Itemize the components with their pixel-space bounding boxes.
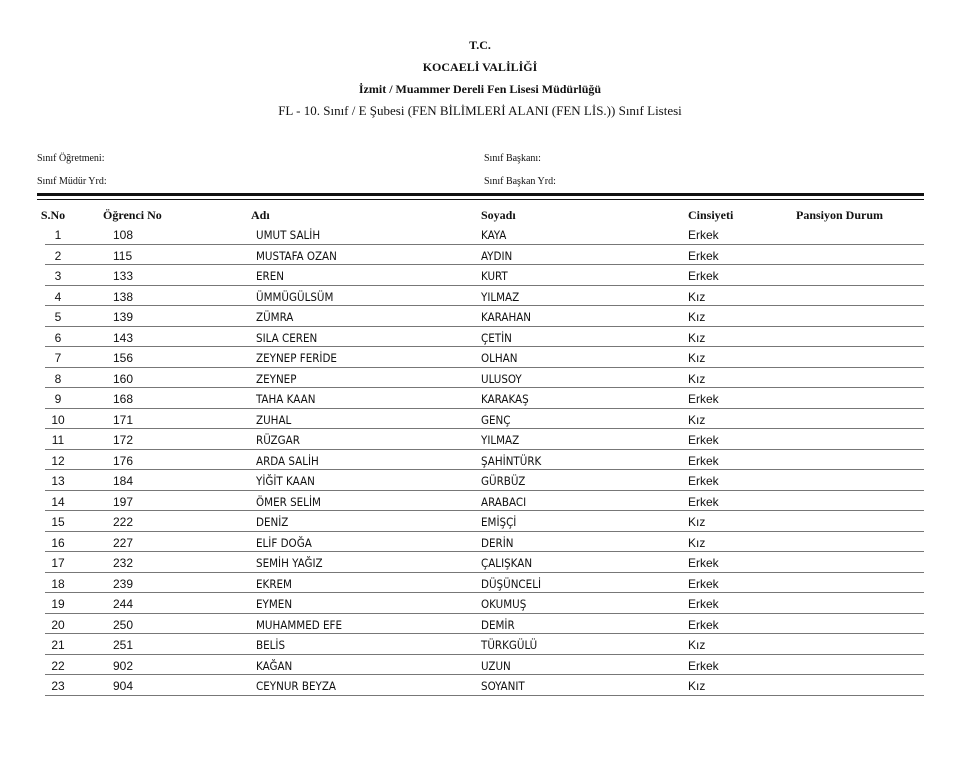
name-cell: MUHAMMED EFE — [256, 617, 343, 632]
table-row — [0, 450, 960, 471]
surname-cell: ULUSOY — [481, 371, 522, 386]
gender-cell: Erkek — [688, 453, 719, 468]
col-sno-header: S.No — [40, 208, 66, 222]
student-no-cell: 227 — [113, 535, 134, 550]
sno-cell: 4 — [54, 289, 62, 304]
divider-thick — [37, 193, 924, 196]
gender-cell: Kız — [688, 535, 706, 550]
surname-cell: YILMAZ — [481, 289, 520, 304]
name-cell: EKREM — [256, 576, 292, 591]
surname-cell: GENÇ — [481, 412, 511, 427]
student-no-cell: 251 — [113, 638, 134, 652]
sno-cell: 22 — [51, 658, 65, 673]
sno-cell: 19 — [51, 597, 65, 611]
gender-cell: Kız — [688, 679, 706, 693]
table-row — [0, 388, 960, 409]
student-no-cell: 902 — [113, 658, 134, 673]
name-cell: MUSTAFA OZAN — [256, 248, 337, 263]
name-cell: KAĞAN — [256, 658, 293, 673]
sno-cell: 21 — [51, 638, 65, 652]
student-no-cell: 138 — [113, 289, 134, 304]
student-no-cell: 172 — [113, 433, 134, 447]
table-row — [0, 470, 960, 491]
table-row — [0, 675, 960, 696]
name-cell: ZEYNEP FERİDE — [256, 351, 337, 365]
gender-cell: Kız — [688, 310, 706, 324]
col-name-header: Adı — [251, 208, 270, 222]
surname-cell: OLHAN — [481, 351, 518, 365]
surname-cell: SOYANIT — [481, 679, 525, 693]
student-no-cell: 171 — [113, 412, 134, 427]
table-row — [0, 286, 960, 307]
surname-cell: DERİN — [481, 535, 514, 550]
sno-cell: 18 — [51, 576, 65, 591]
surname-cell: ARABACI — [481, 494, 527, 509]
surname-cell: DEMİR — [481, 617, 515, 632]
header-governorship: KOCAELİ VALİLİĞİ — [422, 60, 538, 74]
sno-cell: 1 — [54, 228, 62, 242]
name-cell: ZUHAL — [256, 412, 292, 427]
gender-cell: Erkek — [688, 617, 719, 632]
gender-cell: Erkek — [688, 494, 719, 509]
student-no-cell: 904 — [113, 679, 134, 693]
name-cell: ZEYNEP — [256, 371, 297, 386]
gender-cell: Erkek — [688, 576, 719, 591]
student-table — [0, 224, 960, 696]
gender-cell: Kız — [688, 330, 706, 345]
student-no-cell: 244 — [113, 597, 134, 611]
table-row — [0, 634, 960, 655]
student-no-cell: 108 — [113, 228, 134, 242]
sno-cell: 10 — [51, 412, 65, 427]
student-no-cell: 184 — [113, 474, 134, 488]
sno-cell: 16 — [51, 535, 65, 550]
student-no-cell: 222 — [113, 515, 134, 529]
gender-cell: Erkek — [688, 392, 719, 406]
surname-cell: EMİŞÇİ — [481, 515, 517, 529]
col-gender-header: Cinsiyeti — [688, 208, 734, 222]
name-cell: DENİZ — [256, 515, 289, 529]
surname-cell: KAYA — [481, 228, 507, 242]
sno-cell: 3 — [54, 269, 62, 283]
student-no-cell: 176 — [113, 453, 134, 468]
deputy-principal-label: Sınıf Müdür Yrd: — [37, 176, 107, 187]
name-cell: SILA CEREN — [256, 330, 318, 345]
gender-cell: Erkek — [688, 658, 719, 673]
student-no-cell: 156 — [113, 351, 134, 365]
table-row — [0, 511, 960, 532]
gender-cell: Kız — [688, 515, 706, 529]
class-president-label: Sınıf Başkanı: — [484, 153, 541, 164]
table-header — [0, 208, 960, 224]
surname-cell: TÜRKGÜLÜ — [481, 638, 538, 652]
table-row — [0, 306, 960, 327]
name-cell: EREN — [256, 269, 284, 283]
student-no-cell: 197 — [113, 494, 134, 509]
table-row — [0, 409, 960, 430]
student-no-cell: 143 — [113, 330, 134, 345]
sno-cell: 17 — [51, 556, 65, 570]
name-cell: EYMEN — [256, 597, 293, 611]
sno-cell: 8 — [54, 371, 62, 386]
table-row — [0, 532, 960, 553]
page-title: FL - 10. Sınıf / E Şubesi (FEN BİLİMLERİ ALANI (FEN LİS.)) Sınıf Listesi — [278, 103, 682, 118]
gender-cell: Kız — [688, 638, 706, 652]
name-cell: BELİS — [256, 638, 286, 652]
header-tc: T.C. — [469, 38, 491, 52]
table-row — [0, 552, 960, 573]
sno-cell: 13 — [51, 474, 65, 488]
table-row — [0, 593, 960, 614]
surname-cell: KURT — [481, 269, 508, 283]
col-dorm-header: Pansiyon Durum — [796, 208, 884, 222]
sno-cell: 6 — [54, 330, 62, 345]
gender-cell: Erkek — [688, 597, 719, 611]
table-row — [0, 224, 960, 245]
name-cell: ÜMMÜGÜLSÜM — [256, 289, 334, 304]
name-cell: SEMİH YAĞIZ — [256, 556, 323, 570]
gender-cell: Erkek — [688, 269, 719, 283]
student-no-cell: 168 — [113, 392, 134, 406]
gender-cell: Erkek — [688, 474, 719, 488]
surname-cell: ÇETİN — [481, 330, 512, 345]
student-no-cell: 133 — [113, 269, 134, 283]
sno-cell: 23 — [51, 679, 65, 693]
table-row — [0, 347, 960, 368]
sno-cell: 2 — [54, 248, 62, 263]
class-teacher-label: Sınıf Öğretmeni: — [37, 153, 105, 164]
student-no-cell: 115 — [113, 248, 133, 263]
student-no-cell: 139 — [113, 310, 134, 324]
gender-cell: Erkek — [688, 556, 719, 570]
table-row — [0, 491, 960, 512]
surname-cell: GÜRBÜZ — [481, 474, 526, 488]
table-row — [0, 429, 960, 450]
surname-cell: UZUN — [481, 658, 511, 673]
surname-cell: AYDIN — [481, 248, 513, 263]
surname-cell: OKUMUŞ — [481, 597, 527, 611]
table-row — [0, 245, 960, 266]
surname-cell: KARAHAN — [481, 310, 532, 324]
name-cell: ARDA SALİH — [256, 453, 319, 468]
gender-cell: Kız — [688, 412, 706, 427]
name-cell: ÖMER SELİM — [256, 494, 321, 509]
sno-cell: 20 — [51, 617, 65, 632]
col-student-no-header: Öğrenci No — [103, 208, 162, 222]
class-vice-president-label: Sınıf Başkan Yrd: — [484, 176, 556, 187]
col-surname-header: Soyadı — [481, 208, 516, 222]
table-row — [0, 368, 960, 389]
gender-cell: Erkek — [688, 248, 719, 263]
name-cell: RÜZGAR — [256, 433, 300, 447]
gender-cell: Kız — [688, 351, 706, 365]
table-row — [0, 573, 960, 594]
gender-cell: Kız — [688, 289, 706, 304]
divider-thin — [37, 199, 924, 200]
table-row — [0, 655, 960, 676]
surname-cell: KARAKAŞ — [481, 392, 529, 406]
gender-cell: Erkek — [688, 433, 719, 447]
name-cell: CEYNUR BEYZA — [256, 679, 336, 693]
name-cell: ZÜMRA — [256, 310, 294, 324]
gender-cell: Erkek — [688, 228, 719, 242]
name-cell: TAHA KAAN — [256, 392, 316, 406]
table-row — [0, 327, 960, 348]
sno-cell: 15 — [51, 515, 65, 529]
name-cell: ELİF DOĞA — [256, 535, 312, 550]
sno-cell: 14 — [51, 494, 65, 509]
gender-cell: Kız — [688, 371, 706, 386]
surname-cell: YILMAZ — [481, 433, 520, 447]
surname-cell: ÇALIŞKAN — [481, 556, 533, 570]
sno-cell: 5 — [54, 310, 62, 324]
sno-cell: 12 — [51, 453, 65, 468]
table-row — [0, 614, 960, 635]
surname-cell: DÜŞÜNCELİ — [481, 576, 541, 591]
sno-cell: 7 — [54, 351, 62, 365]
name-cell: UMUT SALİH — [256, 228, 321, 242]
sno-cell: 11 — [51, 433, 65, 447]
surname-cell: ŞAHİNTÜRK — [481, 453, 542, 468]
name-cell: YİĞİT KAAN — [256, 474, 315, 488]
student-no-cell: 160 — [113, 371, 134, 386]
student-no-cell: 250 — [113, 617, 134, 632]
student-no-cell: 239 — [113, 576, 134, 591]
student-no-cell: 232 — [113, 556, 134, 570]
table-row — [0, 265, 960, 286]
sno-cell: 9 — [54, 392, 62, 406]
header-school: İzmit / Muammer Dereli Fen Lisesi Müdürlüğü — [358, 82, 602, 96]
